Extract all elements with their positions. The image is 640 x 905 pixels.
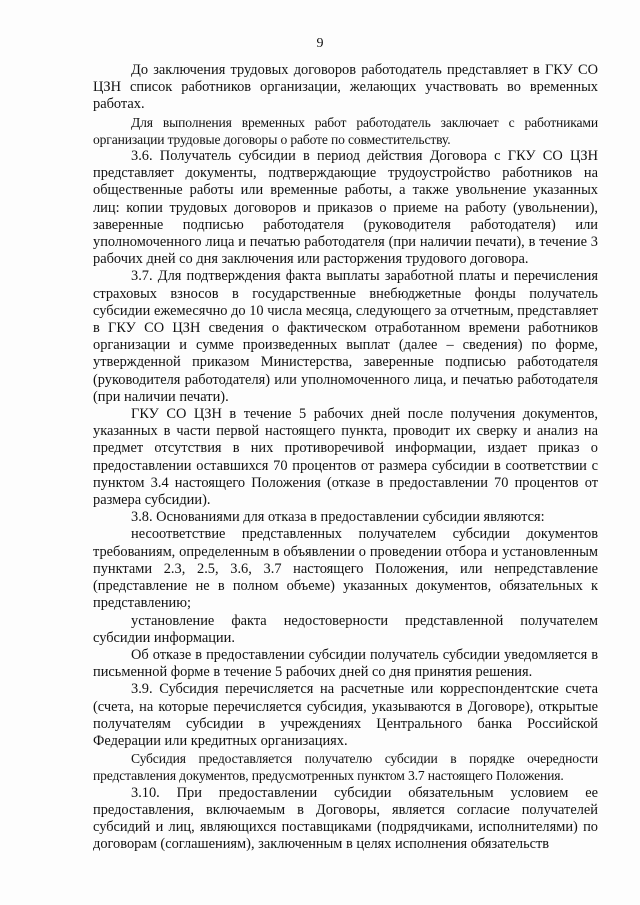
paragraph-gku-review: ГКУ СО ЦЗН в течение 5 рабочих дней после получения документов, указанных в части первой настоящего пункта, проводит их сверку и анализ на предмет отсутствия в них противоречивой информации, издает приказ о предоставлении оставшихся 70 процентов от размера субсидии в соответствии с пунктом 3.4 настоящего Положения (отказе в предоставлении 70 процентов от размера субсидии). — [93, 406, 598, 509]
paragraph-refusal-reason-1: несоответствие представленных получателем субсидии документов требованиям, определенным в объявлении о проведении отбора и установленным пунктами 2.3, 2.5, 3.6, 3.7 настоящего Положения, или непредставление (представление не в полном объеме) указанных документов, обязательных к представлению; — [93, 526, 598, 612]
document-body — [93, 62, 598, 853]
paragraph-3-9: 3.9. Субсидия перечисляется на расчетные или корреспондентские счета (счета, на которые перечисляется субсидия, указываются в Договоре), открытые получателям субсидии в учреждениях Центрального банка Российской Федерации или кредитных организациях. — [93, 681, 598, 749]
paragraph-refusal-reason-2: установление факта недостоверности представленной получателем субсидии информации. — [93, 612, 598, 646]
paragraph-part-time-contracts: Для выполнения временных работ работодатель заключает с работниками организации трудовые договоры о работе по совместительству. — [93, 114, 598, 147]
paragraph-employee-list: До заключения трудовых договоров работодатель представляет в ГКУ СО ЦЗН список работников организации, желающих участвовать во временных работах. — [93, 62, 598, 113]
paragraph-subsidy-order: Субсидия предоставляется получателю субсидии в порядке очередности представления документов, предусмотренных пунктом 3.7 настоящего Положения. — [93, 751, 598, 784]
paragraph-3-10: 3.10. При предоставлении субсидии обязательным условием ее предоставления, включаемым в Договоры, является согласие получателей субсидий и лиц, являющихся поставщиками (подрядчиками, исполнителями) по договорам (соглашениям), заключенным в целях исполнения обязательств — [93, 784, 598, 853]
paragraph-3-6: 3.6. Получатель субсидии в период действия Договора с ГКУ СО ЦЗН представляет документы, подтверждающие трудоустройство работников на общественные работы или временные работы, а также увольнение указанных лиц: копии трудовых договоров и приказов о приеме на работу (увольнении), заверенные подписью работодателя (руководителя работодателя) или уполномоченного лица и печатью работодателя (при наличии печати), в течение 3 рабочих дней со дня заключения или расторжения трудового договора. — [93, 148, 598, 268]
page-number: 9 — [316, 36, 324, 51]
paragraph-3-7: 3.7. Для подтверждения факта выплаты заработной платы и перечисления страховых взносов в государственные внебюджетные фонды получатель субсидии ежемесячно до 10 числа месяца, следующего за отчетным, представляет в ГКУ СО ЦЗН сведения о фактическом отработанном времени работников организации и сумме произведенных выплат (далее – сведения) по форме, утвержденной приказом Министерства, заверенные подписью работодателя (руководителя работодателя) или уполномоченного лица, и печатью работодателя (при наличии печати). — [93, 268, 598, 405]
paragraph-refusal-notice: Об отказе в предоставлении субсидии получатель субсидии уведомляется в письменной форме в течение 5 рабочих дней со дня принятия решения. — [93, 646, 598, 681]
paragraph-3-8: 3.8. Основаниями для отказа в предоставлении субсидии являются: — [131, 509, 545, 526]
